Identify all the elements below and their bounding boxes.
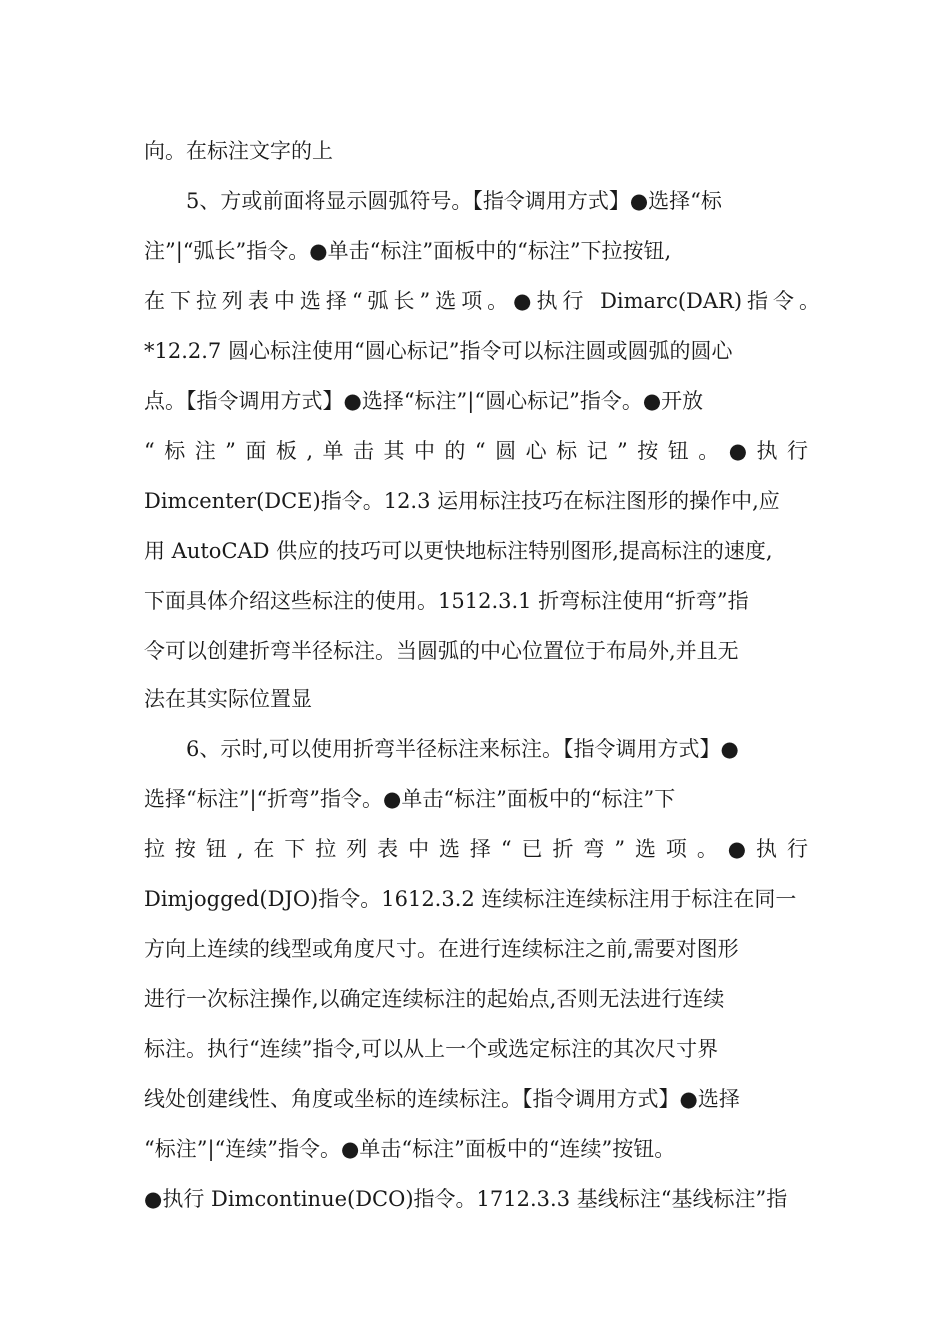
text-line-18: 进行一次标注操作,以确定连续标注的起始点,否则无法进行连续 <box>144 987 725 1011</box>
text-line-9: 用 AutoCAD 供应的技巧可以更快地标注特别图形,提高标注的速度, <box>144 539 773 563</box>
text-line-17: 方向上连续的线型或角度尺寸。在进行连续标注之前,需要对图形 <box>144 937 739 961</box>
text-line-15: 拉按钮,在下拉列表中选择“已折弯”选项。●执行 <box>144 837 808 861</box>
text-line-21: “标注”|“连续”指令。●单击“标注”面板中的“连续”按钮。 <box>144 1137 676 1161</box>
text-line-5: *12.2.7 圆心标注使用“圆心标记”指令可以标注圆或圆弧的圆心 <box>144 339 733 363</box>
text-line-22: ●执行 Dimcontinue(DCO)指令。1712.3.3 基线标注“基线标注”指 <box>144 1187 788 1211</box>
text-line-7: “标注”面板,单击其中的“圆心标记”按钮。●执行 <box>144 439 808 463</box>
text-line-14: 选择“标注”|“折弯”指令。●单击“标注”面板中的“标注”下 <box>144 787 676 811</box>
text-line-19: 标注。执行“连续”指令,可以从上一个或选定标注的其次尺寸界 <box>144 1037 719 1061</box>
text-line-8: Dimcenter(DCE)指令。12.3 运用标注技巧在标注图形的操作中,应 <box>144 489 780 513</box>
text-line-13: 6、示时,可以使用折弯半径标注来标注。【指令调用方式】● <box>186 737 739 761</box>
text-line-1: 向。在标注文字的上 <box>144 139 333 163</box>
text-line-10: 下面具体介绍这些标注的使用。1512.3.1 折弯标注使用“折弯”指 <box>144 589 749 613</box>
text-line-11: 令可以创建折弯半径标注。当圆弧的中心位置位于布局外,并且无 <box>144 639 739 663</box>
text-line-12: 法在其实际位置显 <box>144 687 312 711</box>
text-line-4: 在下拉列表中选择“弧长”选项。●执行 Dimarc(DAR)指令。 <box>144 289 820 313</box>
text-line-3: 注”|“弧长”指令。●单击“标注”面板中的“标注”下拉按钮, <box>144 239 672 263</box>
text-line-16: Dimjogged(DJO)指令。1612.3.2 连续标注连续标注用于标注在同一 <box>144 887 797 911</box>
text-line-20: 线处创建线性、角度或坐标的连续标注。【指令调用方式】●选择 <box>144 1087 740 1111</box>
text-line-2: 5、方或前面将显示圆弧符号。【指令调用方式】●选择“标 <box>186 189 722 213</box>
text-line-6: 点。【指令调用方式】●选择“标注”|“圆心标记”指令。●开放 <box>144 389 704 413</box>
